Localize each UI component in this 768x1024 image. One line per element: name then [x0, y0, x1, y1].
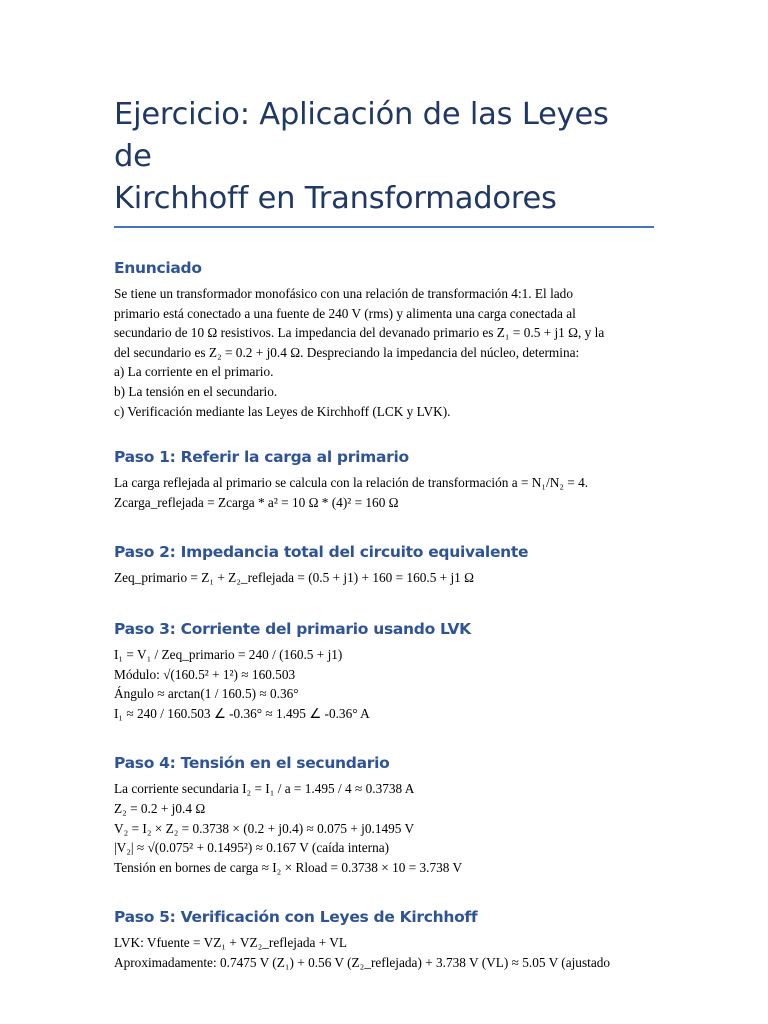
- heading-paso-2: Paso 2: Impedancia total del circuito equivalente: [114, 543, 529, 562]
- section-paso-4: [114, 753, 654, 877]
- section-paso-5: [114, 907, 654, 972]
- section-paso-1: [114, 447, 654, 512]
- formula-line: Módulo: √(160.5² + 1²) ≈ 160.503: [114, 666, 296, 682]
- heading-paso-4: Paso 4: Tensión en el secundario: [114, 754, 390, 773]
- paragraph-line: secundario de 10 Ω resistivos. La impedancia del devanado primario es Z₁ = 0.5 + j1 Ω, y la: [114, 325, 605, 341]
- document-page: [114, 94, 654, 972]
- formula-line: Aproximadamente: 0.7475 V (Z₁) + 0.56 V (Z₂_reflejada) + 3.738 V (VL) ≈ 5.05 V (ajustado: [114, 954, 611, 970]
- formula-line: Z₂ = 0.2 + j0.4 Ω: [114, 800, 206, 816]
- formula-line: I₁ = V₁ / Zeq_primario = 240 / (160.5 + j1): [114, 646, 343, 662]
- heading-paso-5: Paso 5: Verificación con Leyes de Kirchhoff: [114, 908, 478, 927]
- section-enunciado: [114, 258, 654, 421]
- paragraph-line: del secundario es Z₂ = 0.2 + j0.4 Ω. Despreciando la impedancia del núcleo, determina:: [114, 344, 580, 360]
- formula-line: I₁ ≈ 240 / 160.503 ∠ -0.36° ≈ 1.495 ∠ -0.36° A: [114, 705, 370, 721]
- heading-enunciado: Enunciado: [114, 259, 202, 277]
- section-paso-3: [114, 619, 654, 723]
- formula-line: Tensión en bornes de carga ≈ I₂ × Rload = 0.3738 × 10 = 3.738 V: [114, 859, 463, 875]
- formula-line: |V₂| ≈ √(0.075² + 0.1495²) ≈ 0.167 V (caída interna): [114, 840, 390, 856]
- formula-line: La corriente secundaria I₂ = I₁ / a = 1.495 / 4 ≈ 0.3738 A: [114, 781, 415, 797]
- title-line-1: Ejercicio: Aplicación de las Leyes de: [114, 97, 609, 174]
- formula-line: V₂ = I₂ × Z₂ = 0.3738 × (0.2 + j0.4) ≈ 0.075 + j0.1495 V: [114, 820, 415, 836]
- document-title: [114, 94, 654, 228]
- list-item: c) Verificación mediante las Leyes de Kirchhoff (LCK y LVK).: [114, 403, 451, 419]
- paragraph-line: primario está conectado a una fuente de 240 V (rms) y alimenta una carga conectada al: [114, 305, 576, 321]
- formula-line: Zcarga_reflejada = Zcarga * a² = 10 Ω * (4)² = 160 Ω: [114, 494, 399, 510]
- section-paso-2: [114, 542, 654, 588]
- heading-paso-3: Paso 3: Corriente del primario usando LVK: [114, 619, 471, 638]
- paragraph-line: La carga reflejada al primario se calcula con la relación de transformación a = N₁/N₂ = 4.: [114, 475, 589, 491]
- list-item: a) La corriente en el primario.: [114, 364, 274, 380]
- heading-paso-1: Paso 1: Referir la carga al primario: [114, 448, 409, 467]
- list-item: b) La tensión en el secundario.: [114, 383, 278, 399]
- formula-line: Ángulo ≈ arctan(1 / 160.5) ≈ 0.36°: [114, 686, 299, 702]
- formula-line: Zeq_primario = Z₁ + Z₂_reflejada = (0.5 + j1) + 160 = 160.5 + j1 Ω: [114, 570, 475, 586]
- paragraph-line: Se tiene un transformador monofásico con una relación de transformación 4:1. El lado: [114, 286, 573, 301]
- formula-line: LVK: Vfuente = VZ₁ + VZ₂_reflejada + VL: [114, 935, 348, 951]
- title-line-2: Kirchhoff en Transformadores: [114, 181, 557, 216]
